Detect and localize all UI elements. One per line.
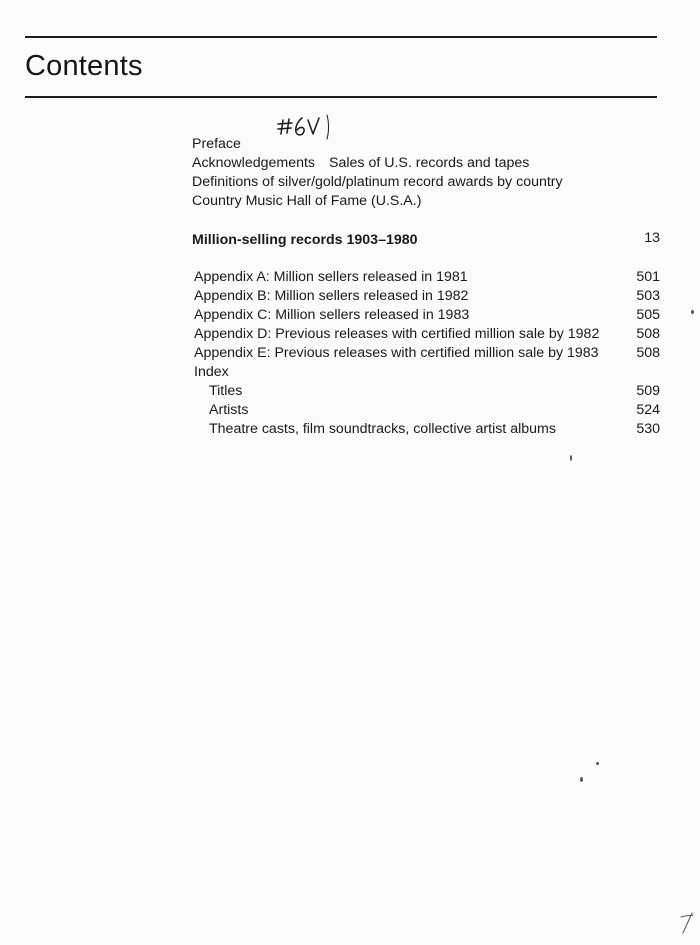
toc-row-appendix-a[interactable] [194, 268, 660, 287]
scan-speck [691, 310, 694, 314]
toc-label: Appendix D: Previous releases with certified million sale by 1982 [194, 326, 600, 342]
acknowledgements-line [192, 154, 563, 173]
toc-row-index-titles[interactable] [194, 382, 660, 401]
scan-speck [580, 777, 583, 782]
toc-label: Theatre casts, film soundtracks, collective artist albums [209, 421, 556, 437]
sales-entry[interactable]: Sales of U.S. records and tapes [329, 155, 530, 171]
toc-page: 530 [636, 421, 660, 437]
toc-label: Titles [209, 383, 243, 399]
toc-page: 508 [636, 326, 660, 342]
definitions-entry[interactable]: Definitions of silver/gold/platinum record awards by country [192, 174, 563, 190]
toc-row-index-artists[interactable] [194, 401, 660, 420]
main-section-page: 13 [644, 230, 660, 246]
country-hall-entry[interactable]: Country Music Hall of Fame (U.S.A.) [192, 193, 422, 209]
toc-row-appendix-e[interactable] [194, 344, 660, 363]
toc-label: Index [194, 364, 229, 380]
toc-page: 505 [636, 307, 660, 323]
toc-page: 524 [636, 402, 660, 418]
acknowledgements-entry[interactable]: Acknowledgements [192, 155, 316, 171]
scan-speck [596, 762, 599, 765]
main-section-entry[interactable] [192, 232, 660, 248]
page-title: Contents [25, 50, 143, 82]
toc-label: Appendix C: Million sellers released in 1983 [194, 307, 470, 323]
toc-label: Artists [209, 402, 249, 418]
toc-page: 501 [636, 269, 660, 285]
toc-label: Appendix A: Million sellers released in 1981 [194, 269, 468, 285]
toc-label: Appendix E: Previous releases with certified million sale by 1983 [194, 345, 599, 361]
main-section-label: Million-selling records 1903–1980 [192, 232, 418, 248]
top-rule [25, 36, 657, 38]
toc-row-appendix-d[interactable] [194, 325, 660, 344]
toc-row-appendix-c[interactable] [194, 306, 660, 325]
toc-page: 509 [636, 383, 660, 399]
toc-page: 508 [636, 345, 660, 361]
toc-page: 503 [636, 288, 660, 304]
front-matter-list [192, 135, 563, 211]
appendix-toc [194, 268, 660, 439]
toc-row-index-theatre[interactable] [194, 420, 660, 439]
preface-entry[interactable]: Preface [192, 136, 241, 152]
toc-row-appendix-b[interactable] [194, 287, 660, 306]
margin-pencil-mark [678, 911, 696, 935]
title-underline-rule [25, 96, 657, 98]
toc-label: Appendix B: Million sellers released in 1982 [194, 288, 469, 304]
scan-speck [570, 455, 572, 461]
toc-row-index[interactable] [194, 363, 660, 382]
